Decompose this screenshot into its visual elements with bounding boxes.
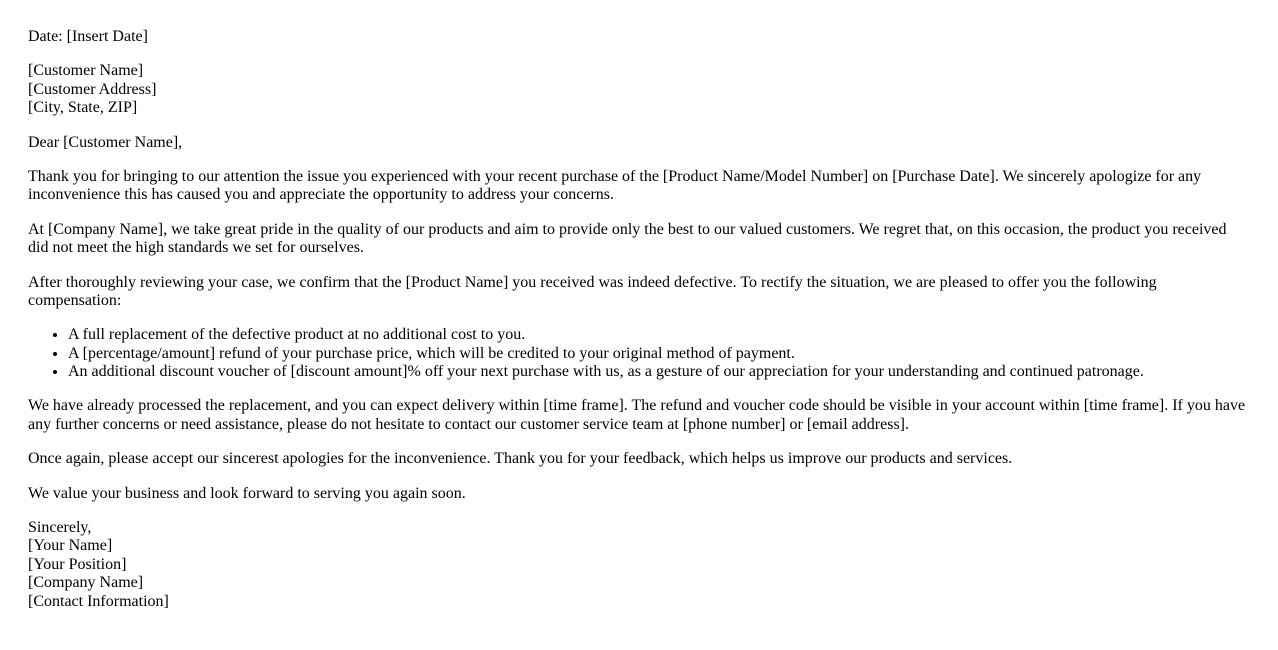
date-line: Date: [Insert Date] — [28, 28, 148, 45]
recipient-block — [28, 62, 1250, 117]
signature-block — [28, 519, 1250, 611]
signature-contact-info: [Contact Information] — [28, 592, 169, 610]
recipient-city-state-zip: [City, State, ZIP] — [28, 99, 138, 117]
signature-your-name: [Your Name] — [28, 537, 113, 555]
paragraph-apology: Once again, please accept our sincerest apologies for the inconvenience. Thank you for your feedback, which helps us improve our products and services. — [28, 450, 1013, 468]
paragraph-thank-you: Thank you for bringing to our attention the issue you experienced with your recent purchase of the [Product Name/Model Number] on [Purchase Date]. We sincerely apologize for any inconvenience this has caused you and appreciate the opportunity to address your concerns. — [28, 167, 1202, 204]
compensation-list — [28, 326, 1250, 381]
signature-sincerely: Sincerely, — [28, 519, 92, 537]
paragraph-processing-details: We have already processed the replacement, and you can expect delivery within [time frame]. The refund and voucher code should be visible in your account within [time frame]. If you have any further concerns or need assistance, please do not hesitate to contact our customer service team at [phone number] or [email address]. — [28, 397, 1246, 433]
paragraph-company-pride: At [Company Name], we take great pride in the quality of our products and aim to provide only the best to our valued customers. We regret that, on this occasion, the product you received did not meet the high standards we set for ourselves. — [28, 220, 1227, 257]
paragraph-case-review: After thoroughly reviewing your case, we confirm that the [Product Name] you received was indeed defective. To rectify the situation, we are pleased to offer you the following compensation: — [28, 273, 1157, 309]
paragraph-value-business: We value your business and look forward to serving you again soon. — [28, 484, 466, 502]
list-item-replacement: • A full replacement of the defective product at no additional cost to you. — [68, 326, 1250, 344]
recipient-address: [Customer Address] — [28, 80, 157, 98]
list-item-refund: • A [percentage/amount] refund of your purchase price, which will be credited to your original method of payment. — [68, 345, 1250, 363]
signature-company-name: [Company Name] — [28, 574, 144, 592]
list-item-voucher: • An additional discount voucher of [discount amount]% off your next purchase with us, as a gesture of our appreciation for your understanding and continued patronage. — [68, 363, 1250, 381]
signature-your-position: [Your Position] — [28, 555, 127, 573]
recipient-name: [Customer Name] — [28, 62, 144, 80]
salutation: Dear [Customer Name], — [28, 133, 183, 151]
